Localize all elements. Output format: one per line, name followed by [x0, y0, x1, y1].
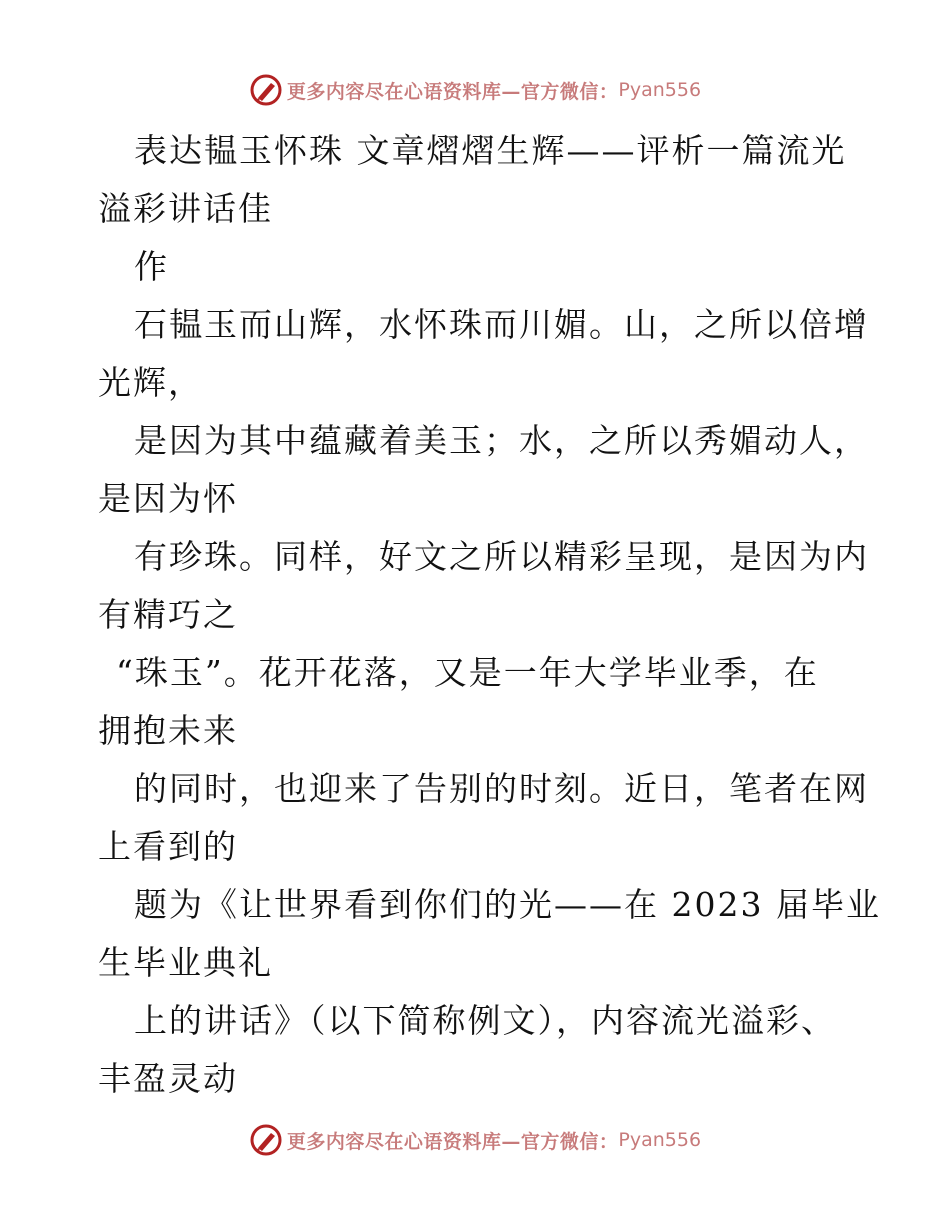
text-line: 表达韫玉怀珠 文章熠熠生辉——评析一篇流光 [134, 131, 847, 170]
text-line: 拥抱未来 [98, 711, 238, 750]
banner-wechat-id: Pyan556 [618, 79, 702, 101]
text-line: 有精巧之 [98, 595, 238, 634]
header-watermark-banner [0, 70, 950, 110]
text-line: 的同时，也迎来了告别的时刻。近日，笔者在网 [134, 769, 869, 808]
text-line: 丰盈灵动 [98, 1059, 238, 1098]
text-line: 是因为怀 [98, 479, 238, 518]
text-line: 是因为其中蕴藏着美玉；水，之所以秀媚动人， [134, 421, 869, 460]
text-line: 光辉， [98, 363, 203, 402]
banner-text: 更多内容尽在心语资料库—官方微信： [286, 1130, 619, 1153]
text-line: 题为《让世界看到你们的光——在 2023 届毕业 [134, 885, 881, 924]
text-line: 生毕业典礼 [98, 943, 273, 982]
text-line: 上看到的 [98, 827, 238, 866]
banner-wechat-id: Pyan556 [618, 1129, 702, 1151]
text-line: 上的讲话》（以下简称例文），内容流光溢彩、 [134, 1001, 836, 1040]
text-line: “珠玉”。花开花落，又是一年大学毕业季，在 [116, 653, 819, 692]
text-line: 有珍珠。同样，好文之所以精彩呈现，是因为内 [134, 537, 869, 576]
footer-watermark-banner [0, 1120, 950, 1160]
pen-logo-icon [249, 73, 283, 107]
text-line: 溢彩讲话佳 [98, 189, 273, 228]
document-body [98, 122, 881, 1108]
banner-text: 更多内容尽在心语资料库—官方微信： [286, 80, 619, 103]
text-line: 作 [134, 247, 169, 286]
text-line: 石韫玉而山辉，水怀珠而川媚。山，之所以倍增 [134, 305, 869, 344]
pen-logo-icon [249, 1123, 283, 1157]
